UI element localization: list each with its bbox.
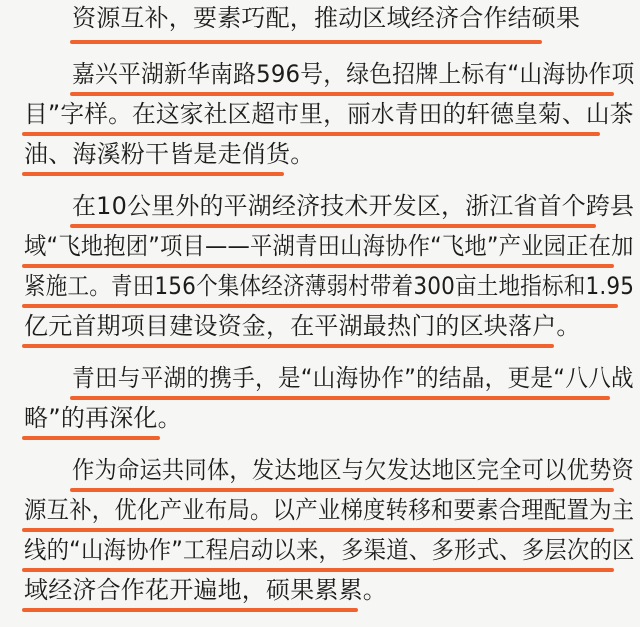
paragraph-4-underline-4 [22,608,358,612]
paragraph-4-line-3: 线的“山海协作”工程启动以来，多渠道、多形式、多层次的区 [24,536,635,564]
paragraph-2-underline-4 [22,344,554,348]
paragraph-4-underline-3 [22,568,614,572]
paragraph-1-underline-1 [70,92,614,96]
paragraph-2-line-4: 亿元首期项目建设资金，在平湖最热门的区块落户。 [24,312,581,340]
paragraph-4-line-1: 作为命运共同体，发达地区与欠发达地区完全可以优势资 [72,456,635,484]
paragraph-2-line-1: 在10公里外的平湖经济技术开发区，浙江省首个跨县 [72,192,635,220]
paragraph-1-line-3: 油、海溪粉干皆是走俏货。 [24,140,315,168]
paragraph-4-underline-1 [70,488,614,492]
paragraph-1-underline-2 [22,132,600,136]
paragraph-4-line-4: 域经济合作花开遍地，硕果累累。 [24,576,387,604]
paragraph-2-line-2: 域“飞地抱团”项目——平湖青田山海协作“飞地”产业园正在加 [24,232,634,260]
paragraph-2-line-3: 紧施工。青田156个集体经济薄弱村带着300亩土地指标和1.95 [24,272,635,300]
paragraph-3-underline-2 [22,436,160,440]
paragraph-1-line-2: 目”字样。在这家社区超市里，丽水青田的轩德皇菊、山茶 [24,100,634,128]
paragraph-2-underline-2 [22,264,614,268]
paragraph-1-line-1: 嘉兴平湖新华南路596号，绿色招牌上标有“山海协作项 [72,60,635,88]
paragraph-3-line-1: 青田与平湖的携手，是“山海协作”的结晶，更是“八八战 [72,364,634,392]
paragraph-3-line-2: 略”的再深化。 [24,404,182,432]
paragraph-4-line-2: 源互补，优化产业布局。以产业梯度转移和要素合理配置为主 [24,496,635,524]
paragraph-4-underline-2 [22,528,614,532]
paragraph-2-underline-3 [22,304,618,308]
paragraph-1-underline-3 [22,172,284,176]
article-heading: 资源互补，要素巧配，推动区域经济合作结硕果 [72,4,581,32]
paragraph-2-underline-1 [70,224,596,228]
heading-underline [70,40,542,44]
paragraph-3-underline-1 [70,396,610,400]
